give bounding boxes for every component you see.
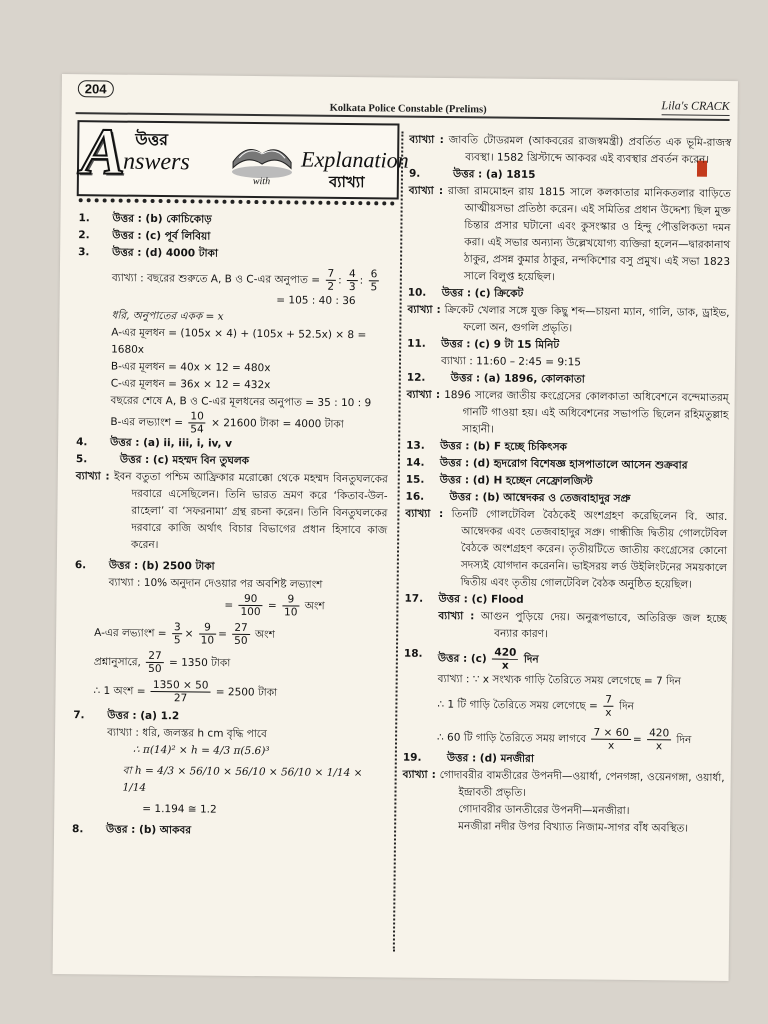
explanation-line: B-এর লভ্যাংশ = $\frac{10}{54}$ × 21600 টাকা = 4000 টাকা — [110, 410, 344, 436]
question-number: 6. — [74, 559, 87, 572]
question-number: 14. — [405, 456, 425, 469]
answer-text: উত্তর : (d) 4000 টাকা — [112, 246, 218, 260]
explanation-line: ব্যাখ্যা : 11:60 – 2:45 = 9:15 — [440, 354, 582, 369]
question-number: 8. — [72, 823, 84, 836]
question-number: 15. — [405, 473, 425, 486]
explanation-line: ∴ 1 অংশ = $\frac{1350 \times 50}{27}$ = 2500 টাকা — [93, 678, 278, 705]
question-number: 2. — [78, 229, 90, 242]
question-number: 16. — [405, 490, 425, 503]
question-number: 19. — [402, 751, 422, 764]
explanation-line: প্রশ্নানুসারে, $\frac{27}{50}$ = 1350 টাকা — [93, 649, 231, 676]
answer-text: উত্তর : (c) মহম্মদ বিন তুঘলক — [119, 453, 250, 467]
answer-text: উত্তর : (c) পূর্ব লিবিয়া — [112, 229, 211, 243]
answer-text: উত্তর : (b) আকবর — [106, 823, 192, 837]
explanation-text: ব্যাখ্যা : আগুন পুড়িয়ে দেয়। অনুরূপভাবে, অতিরিক্ত জল হচ্ছে বন্যার কারণ। — [438, 609, 727, 641]
explanation-line: ∴ π(14)² × h = 4/3 π(5.6)³ — [132, 743, 270, 758]
book-title: Kolkata Police Constable (Prelims) — [329, 102, 487, 116]
answer-text: উত্তর : (d) মনজীরা — [446, 752, 534, 765]
explanation-line: ব্যাখ্যা : 10% অনুদান দেওয়ার পর অবশিষ্ট লভ্যাংশ — [108, 576, 323, 591]
answer-item-16 — [405, 489, 728, 594]
open-book-icon — [227, 132, 298, 183]
question-number: 13. — [406, 439, 425, 452]
answers-explanation-banner — [77, 115, 409, 199]
answer-text: উত্তর : (c) ক্রিকেট — [441, 286, 524, 300]
banner-big-letter: A — [80, 115, 126, 189]
explanation-line: B-এর মূলধন = 40x × 12 = 480x — [110, 360, 271, 375]
explanation-line: ধরি, অনুপাতের একক = x — [111, 309, 224, 323]
explanation-line: ব্যাখ্যা : ∵ x সংখ্যক গাড়ি তৈরিতে সময় লেগেছে = 7 দিন — [437, 672, 681, 688]
page-number: 204 — [78, 80, 114, 97]
question-number: 5. — [75, 453, 88, 466]
left-column — [72, 210, 391, 841]
answer-text: উত্তর : (b) F হচ্ছে চিকিৎসক — [440, 439, 568, 454]
question-number: 18. — [403, 647, 423, 660]
explanation-line: = 1.194 ≅ 1.2 — [142, 802, 217, 816]
explanation-line: গোদাবরীর ডানতীরের উপনদী—মনজীরা। — [458, 803, 630, 817]
answer-text: উত্তর : (b) 2500 টাকা — [108, 559, 215, 573]
question-number: 17. — [404, 592, 424, 605]
answer-text: উত্তর : (c) 9 টা 15 মিনিট — [441, 337, 560, 352]
answer-text: উত্তর : (b) কোচিকোড় — [112, 212, 212, 226]
explanation-text: ব্যাখ্যা : ক্রিকেট খেলার সঙ্গে যুক্ত কিছু শব্দ—চায়না ম্যান, গালি, ডাক, ড্রাইভ, ফলো অন, গুগলি প্রভৃতি। — [407, 303, 730, 335]
question-number: 9. — [408, 167, 421, 180]
question-number: 3. — [78, 246, 90, 259]
answer-item-8 — [72, 821, 384, 841]
brand-name: Lila's CRACK — [661, 98, 729, 116]
banner-with: with — [252, 176, 271, 188]
answer-item-19 — [402, 750, 725, 838]
question-number: 11. — [407, 337, 426, 350]
answer-item-11 — [407, 336, 729, 373]
banner-answers: nswers — [122, 148, 190, 176]
answer-item-5 — [75, 451, 388, 556]
explanation-line: ব্যাখ্যা : বছরের শুরুতে A, B ও C-এর অনুপাত = $\frac{7}{2}$ : $\frac{4}{3}$ : $\frac{6}{5}$ — [111, 267, 378, 294]
question-number: 1. — [78, 212, 90, 225]
answer-text: উত্তর : (a) 1896, কোলকাতা — [450, 372, 585, 386]
banner-bakhya: ব্যাখ্যা — [328, 172, 365, 192]
explanation-line: বছরের শেষে A, B ও C-এর মূলধনের অনুপাত = 35 : 10 : 9 — [110, 394, 372, 410]
explanation-line: ∴ 60 টি গাড়ি তৈরিতে সময় লাগবে $\frac{7 \times 60}{x}$ = $\frac{420}{x}$ দিন — [437, 726, 692, 753]
explanation-line: A-এর লভ্যাংশ = $\frac{3}{5}$ × $\frac{9}{10}$ = $\frac{27}{50}$ অংশ — [94, 621, 275, 647]
explanation-line: ব্যাখ্যা : ধরি, জলস্তর h cm বৃদ্ধি পাবে — [107, 726, 267, 741]
answer-item-9 — [408, 166, 731, 288]
explanation-line: ∴ 1 টি গাড়ি তৈরিতে সময় লেগেছে = $\frac{7}{x}$ দিন — [437, 693, 635, 719]
answer-item-6 — [73, 557, 387, 706]
answer-item-10 — [407, 285, 730, 339]
explanation-line: = $\frac{90}{100}$ = $\frac{9}{10}$ অংশ — [224, 592, 325, 619]
question-number: 4. — [76, 436, 88, 449]
answer-text: উত্তর : (a) ii, iii, i, iv, v — [110, 436, 233, 450]
answer-text: উত্তর : (d) হৃদরোগ বিশেষজ্ঞ হাসপাতালে আসেন শুক্রবার — [439, 456, 688, 472]
explanation-line: বা h = 4/3 × 56/10 × 56/10 × 56/10 × 1/14 × 1/14 — [122, 764, 363, 794]
dotted-rule — [79, 198, 395, 205]
explanation-text: ব্যাখ্যা : ইবন বতুতা পশ্চিম আফ্রিকার মরোক্কো থেকে মহম্মদ বিনতুঘলকের দরবারে এসেছিলেন। তিনি ভারত ভ্রমণ করে ‘কিতাব-উল-রাহেলা’ বা ‘সফরনামা’ গ্রন্থ রচনা করেন। তিনি বিনতুঘলকের দরবারে কাজি অর্থাৎ বিচার বিভাগের প্রধান হিসাবে কাজ করেন। — [75, 470, 388, 552]
answer-item-12 — [406, 370, 729, 441]
right-column — [402, 132, 731, 838]
answer-item-7 — [72, 707, 385, 820]
explanation-text: ব্যাখ্যা : গোদাবরীর বামতীরের উপনদী—ওয়ার্ধা, পেনগঙ্গা, ওয়েনগঙ্গা, ওয়ার্ধা, ইন্দ্রাবতী প্রভৃতি। — [402, 768, 725, 799]
explanation-text: ব্যাখ্যা : রাজা রামমোহন রায় 1815 সালে কলকাতার মানিকতলার বাড়িতে আত্মীয়সভা প্রতিষ্ঠা করেন। এই সমিতির প্রধান উদ্দেশ্য ছিল মুক্ত চিন্তার প্রসার ঘটানো এবং কুসংস্কার ও হিন্দু পৌত্তলিকতা দমন করা। এই সভার অন্যান্য উল্লেখযোগ্য ব্যক্তিরা হলেন—দ্বারকানাথ ঠাকুর, প্রসন্ন কুমার ঠাকুর, নন্দকিশোর বসু প্রমুখ। এই সভা 1823 সালে বিলুপ্ত হয়েছিল। — [408, 184, 731, 284]
question-number: 7. — [73, 709, 85, 722]
book-page — [53, 74, 738, 981]
answer-item-17 — [404, 591, 727, 645]
explanation-text: ব্যাখ্যা : 1896 সালের জাতীয় কংগ্রেসের কোলকাতা অধিবেশনে বন্দেমাতরম্ গানটি গাওয়া হয়। এই অধিবেশনের সভাপতি ছিলেন রহিমতুল্লাহ সাহানী। — [406, 388, 729, 436]
answer-text: উত্তর : (c) $\frac{420}{x}$ দিন — [437, 646, 539, 672]
answer-text: উত্তর : (a) 1815 — [452, 168, 536, 181]
explanation-text: ব্যাখ্যা : জাবতি টোডরমল (আকবরের রাজস্বমন্ত্রী) প্রবর্তিত এক ভূমি-রাজস্ব ব্যবস্থা। 1582 খ্রিস্টাব্দে আকবর এই ব্যবস্থার প্রবর্তন করেন। — [409, 133, 732, 166]
answer-item-3 — [76, 244, 390, 437]
question-number: 10. — [407, 286, 427, 299]
banner-uttar: উত্তর — [135, 129, 169, 150]
question-number: 12. — [406, 371, 426, 384]
explanation-line: C-এর মূলধন = 36x × 12 = 432x — [110, 377, 271, 392]
explanation-text: ব্যাখ্যা : তিনটি গোলটেবিল বৈঠকেই অংশগ্রহণ করেছিলেন বি. আর. আম্বেদকর এবং তেজবাহাদুর সপ্রু। গান্ধীজি দ্বিতীয় গোলটেবিল বৈঠকে অংশগ্রহণ করেন। তৃতীয়টিতে জাতীয় কংগ্রেসের কোনো সদস্যই যোগদান করেননি। ভাইসরয় লর্ড উইলিংটনের সময়কালে দ্বিতীয় এবং তৃতীয় গোলটেবিল বৈঠক অনুষ্ঠিত হয়েছিল। — [405, 507, 728, 591]
banner-explanation: Explanation — [300, 146, 409, 173]
ratio-result: = 105 : 40 : 36 — [276, 294, 356, 308]
answer-text: উত্তর : (d) H হচ্ছেন নেফ্রোলজিস্ট — [439, 473, 593, 488]
answer-text: উত্তর : (c) Flood — [438, 592, 524, 606]
answer-text: উত্তর : (a) 1.2 — [107, 709, 180, 723]
explanation-line: মনজীরা নদীর উপর বিখ্যাত নিজাম-সাগর বাঁধ অবস্থিত। — [458, 820, 689, 835]
answer-text: উত্তর : (b) আম্বেদকর ও তেজবাহাদুর সপ্রু — [449, 491, 631, 505]
explanation-line: A-এর মূলধন = (105x × 4) + (105x + 52.5x) × 8 = 1680x — [111, 326, 367, 356]
answer-item-18 — [403, 646, 726, 753]
